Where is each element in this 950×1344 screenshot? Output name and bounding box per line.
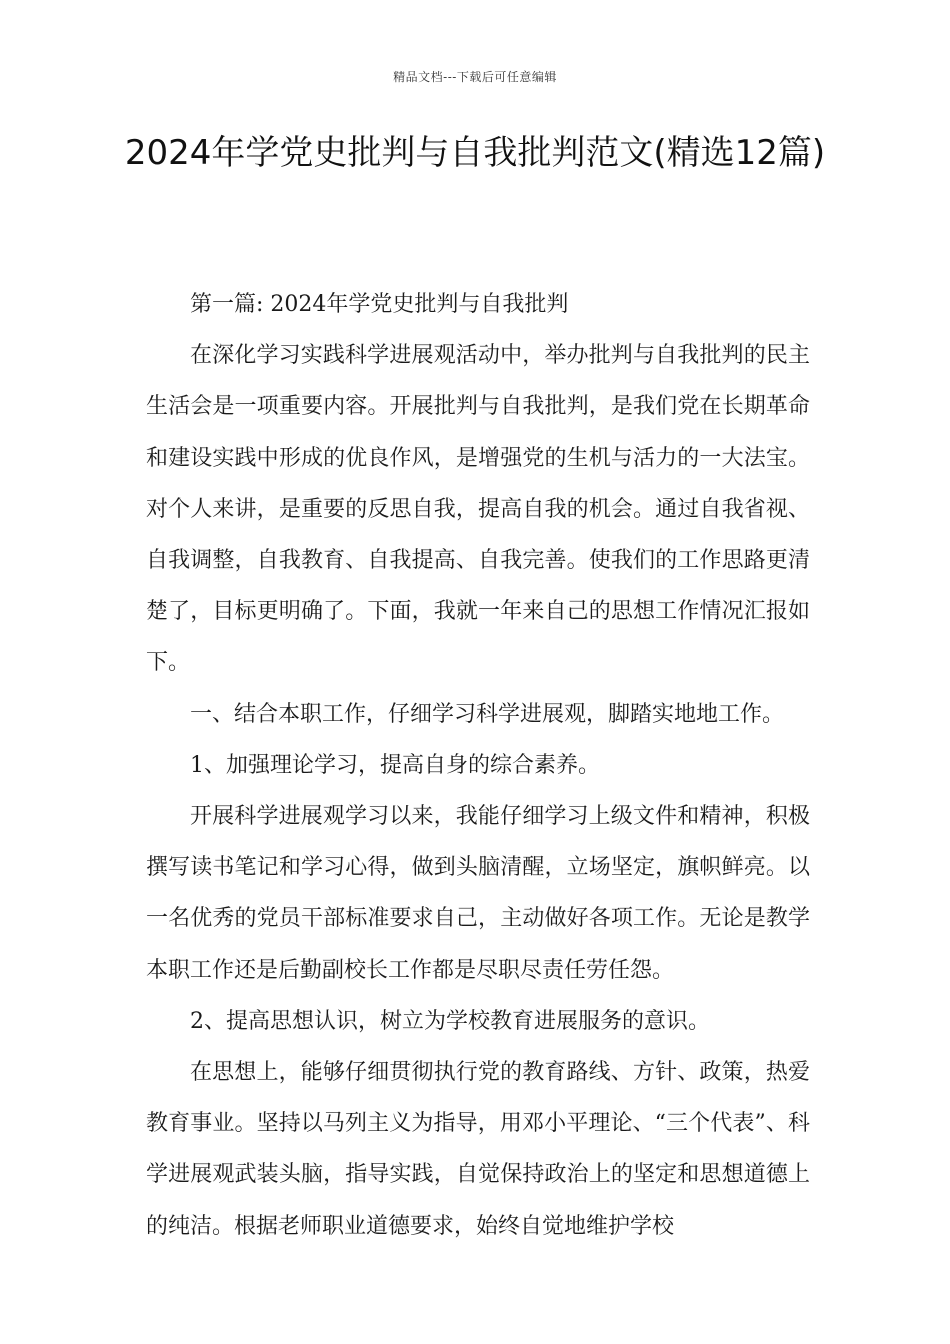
subsection-heading: 1、加强理论学习，提高自身的综合素养。 (190, 752, 600, 778)
body-paragraph: 在深化学习实践科学进展观活动中，举办批判与自我批判的民主生活会是一项重要内容。开展批判与自我批判，是我们党在长期革命和建设实践中形成的优良作风，是增强党的生机与活力的一大法宝。对个人来讲，是重要的反思自我，提高自我的机会。通过自我省视、自我调整，自我教育、自我提高、自我完善。使我们的工作思路更清楚了，目标更明确了。下面，我就一年来自己的思想工作情况汇报如下。 (146, 343, 810, 676)
body-paragraph: 在思想上，能够仔细贯彻执行党的教育路线、方针、政策，热爱教育事业。坚持以马列主义为指导，用邓小平理论、“三个代表”、科学进展观武装头脑，指导实践，自觉保持政治上的坚定和思想道德上的纯洁。根据老师职业道德要求，始终自觉地维护学校 (146, 1060, 810, 1239)
subsection-heading: 2、提高思想认识，树立为学校教育进展服务的意识。 (190, 1008, 710, 1034)
body-paragraph: 开展科学进展观学习以来，我能仔细学习上级文件和精神，积极撰写读书笔记和学习心得，做到头脑清醒，立场坚定，旗帜鲜亮。以一名优秀的党员干部标准要求自己，主动做好各项工作。无论是教学本职工作还是后勤副校长工作都是尽职尽责任劳任怨。 (146, 804, 810, 983)
document-title: 2024年学党史批判与自我批判范文(精选12篇) (124, 133, 826, 173)
section-heading: 第一篇: 2024年学党史批判与自我批判 (190, 292, 569, 317)
document-body (146, 279, 810, 1252)
subsection-heading: 一、结合本职工作，仔细学习科学进展观，脚踏实地地工作。 (190, 701, 785, 727)
page-header-note: 精品文档---下载后可任意编辑 (393, 70, 557, 84)
